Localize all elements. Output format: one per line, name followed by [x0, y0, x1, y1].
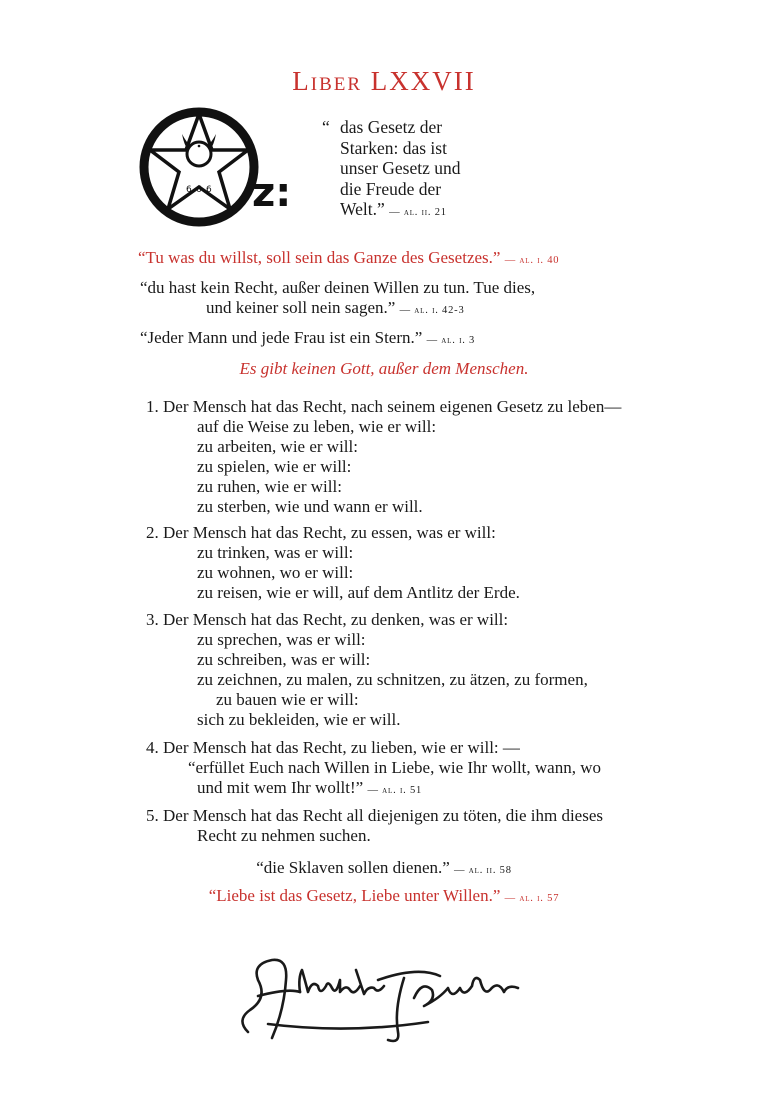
article-heading: 4. Der Mensch hat das Recht, zu lieben, wie er will: — — [146, 738, 520, 757]
quote-text: und keiner soll nein sagen.” — [206, 298, 396, 317]
article-quote: und mit wem Ihr wollt!” — [197, 778, 364, 797]
quote-text: “die Sklaven sollen dienen.” — [256, 858, 450, 877]
quote-ref: — al. i. 51 — [367, 785, 423, 796]
article-line: auf die Weise zu leben, wie er will: — [197, 417, 437, 436]
top-quote-last-line — [340, 199, 522, 224]
quote-text: “Jeder Mann und jede Frau ist ein Stern.” — [140, 328, 423, 347]
article-line: zu sprechen, was er will: — [197, 630, 366, 649]
top-quote — [322, 117, 522, 224]
article-line: zu sterben, wie und wann er will. — [197, 497, 423, 516]
numeral-six-left: 6 — [186, 185, 192, 195]
quote-no-right-line2 — [206, 298, 465, 318]
quote-ref: — al. i. 42-3 — [399, 305, 465, 316]
numeral-six-middle: 6 — [196, 185, 202, 195]
article-heading: 3. Der Mensch hat das Recht, zu denken, was er will: — [146, 610, 509, 629]
quote-text: “Liebe ist das Gesetz, Liebe unter Willen.” — [208, 886, 501, 905]
article-line: zu reisen, wie er will, auf dem Antlitz der Erde. — [197, 583, 520, 602]
quote-slaves — [0, 858, 768, 878]
article-heading: 1. Der Mensch hat das Recht, nach seinem eigenen Gesetz zu leben— — [146, 397, 622, 416]
top-quote-line: Starken: das ist — [340, 137, 447, 158]
article-line: zu spielen, wie er will: — [197, 457, 352, 476]
top-quote-line: Welt.” — [340, 199, 385, 219]
article-line: “erfüllet Euch nach Willen in Liebe, wie Ihr wollt, wann, wo — [188, 758, 602, 777]
oz-seal-icon — [138, 106, 260, 228]
article-line: zu schreiben, was er will: — [197, 650, 371, 669]
quote-star — [140, 328, 475, 348]
quote-no-right-line1: “du hast kein Recht, außer deinen Willen zu tun. Tue dies, — [140, 278, 536, 297]
quote-love-law — [0, 886, 768, 906]
article-line: zu arbeiten, wie er will: — [197, 437, 358, 456]
article-line: sich zu bekleiden, wie er will. — [197, 710, 401, 729]
article-line: zu zeichnen, zu malen, zu schnitzen, zu ätzen, zu formen, — [197, 670, 588, 689]
article-1 — [146, 397, 621, 517]
signature-icon — [228, 940, 538, 1050]
article-4 — [146, 738, 601, 801]
quote-text: “Tu was du willst, soll sein das Ganze des Gesetzes.” — [138, 248, 501, 267]
quote-ref: — al. i. 57 — [504, 893, 560, 904]
article-line: zu trinken, was er will: — [197, 543, 354, 562]
article-line: zu wohnen, wo er will: — [197, 563, 354, 582]
article-5 — [146, 806, 603, 846]
oz-suffix: z: — [252, 170, 292, 216]
top-quote-line: unser Gesetz und — [340, 158, 461, 178]
motto: Es gibt keinen Gott, außer dem Menschen. — [239, 359, 529, 378]
article-heading: 2. Der Mensch hat das Recht, zu essen, was er will: — [146, 523, 496, 542]
top-quote-line: die Freude der — [340, 178, 442, 199]
quote-ref: — al. i. 40 — [504, 255, 560, 266]
article-heading: 5. Der Mensch hat das Recht all diejenigen zu töten, die ihm dieses — [146, 806, 603, 825]
article-3 — [146, 610, 588, 730]
page-title: Liber LXXVII — [292, 66, 476, 96]
top-quote-ref: — al. ii. 21 — [389, 207, 447, 218]
top-quote-open-mark: “ — [322, 117, 330, 137]
article-line — [146, 778, 601, 801]
quote-ref: — al. i. 3 — [426, 335, 476, 346]
article-2 — [146, 523, 520, 603]
article-line: Recht zu nehmen suchen. — [197, 826, 371, 845]
top-quote-line: das Gesetz der — [340, 117, 443, 137]
quote-do-what-thou-wilt — [138, 248, 559, 268]
article-line-indented: zu bauen wie er will: — [216, 690, 359, 709]
quote-ref: — al. ii. 58 — [454, 865, 512, 876]
numeral-six-right: 6 — [206, 185, 212, 195]
article-line: zu ruhen, wie er will: — [197, 477, 342, 496]
